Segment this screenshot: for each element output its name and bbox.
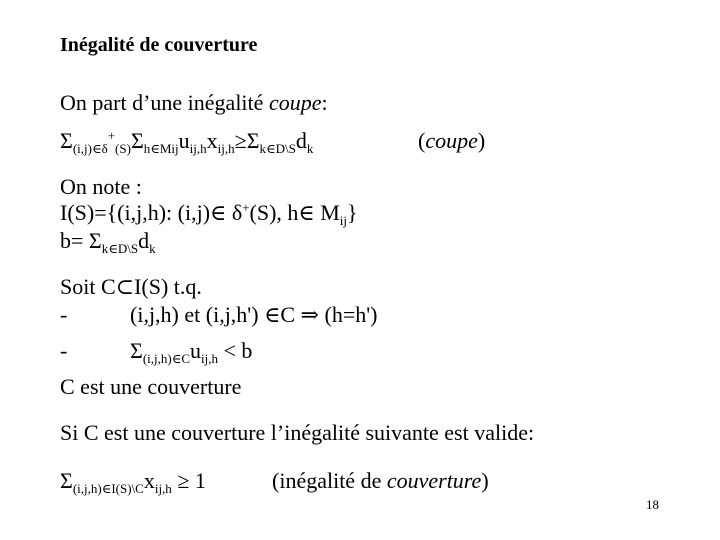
- term-u: u: [178, 128, 190, 153]
- note-set-definition: [60, 200, 358, 226]
- var-x: x: [206, 128, 218, 153]
- var-x-subscript: ij,h: [154, 481, 172, 496]
- tag-open: (: [418, 128, 426, 153]
- intro-prefix: On part d’une inégalité: [60, 90, 269, 115]
- condition-2: [130, 338, 252, 364]
- couverture-tag: [272, 468, 489, 494]
- term-u-subscript: ij,h: [189, 141, 207, 156]
- set-def-middle: (S), h∈ M: [249, 200, 340, 225]
- soit-heading: Soit C⊂I(S) t.q.: [60, 274, 202, 299]
- condition-dash-1: -: [60, 302, 68, 327]
- rhs-d-subscript: k: [306, 141, 314, 156]
- coupe-tag: [418, 128, 485, 154]
- sum-superscript: +: [107, 128, 116, 143]
- relation-symbol: ≥ 1: [171, 468, 206, 493]
- sum-subscript: k∈D\S: [259, 141, 296, 156]
- sum-symbol: Σ: [130, 128, 144, 153]
- set-def-suffix: }: [347, 200, 358, 225]
- couverture-inequality: [60, 468, 206, 494]
- cond2-var: u: [190, 338, 201, 363]
- tag-emph: couverture: [386, 468, 482, 493]
- note-b-definition: [60, 228, 156, 254]
- intro-line: [60, 90, 328, 116]
- sum-symbol: Σ: [130, 338, 143, 363]
- sum-subscript: (i,j,h)∈C: [142, 351, 190, 366]
- sum-symbol: Σ: [246, 128, 260, 153]
- sum-subscript: h∈Mij: [143, 141, 179, 156]
- set-def-prefix: I(S)={(i,j,h): (i,j)∈ δ: [60, 200, 243, 225]
- cond2-relation: < b: [217, 338, 253, 363]
- rhs-d: d: [295, 128, 307, 153]
- tag-suffix: ): [481, 468, 489, 493]
- condition-1: (i,j,h) et (i,j,h') ∈C ⇒ (h=h'): [130, 302, 378, 327]
- coupe-inequality: [60, 128, 313, 154]
- note-heading: On note :: [60, 174, 142, 199]
- sum-symbol: Σ: [60, 128, 73, 153]
- intro-emph: coupe: [268, 90, 322, 115]
- b-def-prefix: b= Σ: [60, 228, 102, 253]
- relation-symbol: ≥: [234, 128, 247, 153]
- set-def-superscript: +: [242, 200, 250, 215]
- var-x-subscript: ij,h: [217, 141, 235, 156]
- sum-subscript: (S): [115, 141, 131, 156]
- sum-subscript: (i,j,h)∈I(S)\C: [72, 481, 144, 496]
- condition-dash-2: -: [60, 338, 68, 363]
- var-x: x: [143, 468, 155, 493]
- si-line: Si C est une couverture l’inégalité suivante est valide:: [60, 420, 535, 445]
- b-def-var: d: [138, 228, 150, 253]
- tag-prefix: (inégalité de: [272, 468, 387, 493]
- conclusion-line: C est une couverture: [60, 374, 242, 399]
- tag-emph: coupe: [425, 128, 478, 153]
- page-number: 18: [646, 497, 659, 512]
- sum-subscript: (i,j)∈δ: [72, 141, 108, 156]
- sum-symbol: Σ: [60, 468, 73, 493]
- slide-title: Inégalité de couverture: [60, 34, 258, 56]
- b-def-subscript: k∈D\S: [101, 241, 139, 256]
- set-def-subscript: ij: [339, 213, 348, 228]
- intro-suffix: :: [321, 90, 328, 115]
- b-def-var-subscript: k: [149, 241, 156, 256]
- tag-close: ): [477, 128, 486, 153]
- cond2-var-subscript: ij,h: [201, 351, 218, 366]
